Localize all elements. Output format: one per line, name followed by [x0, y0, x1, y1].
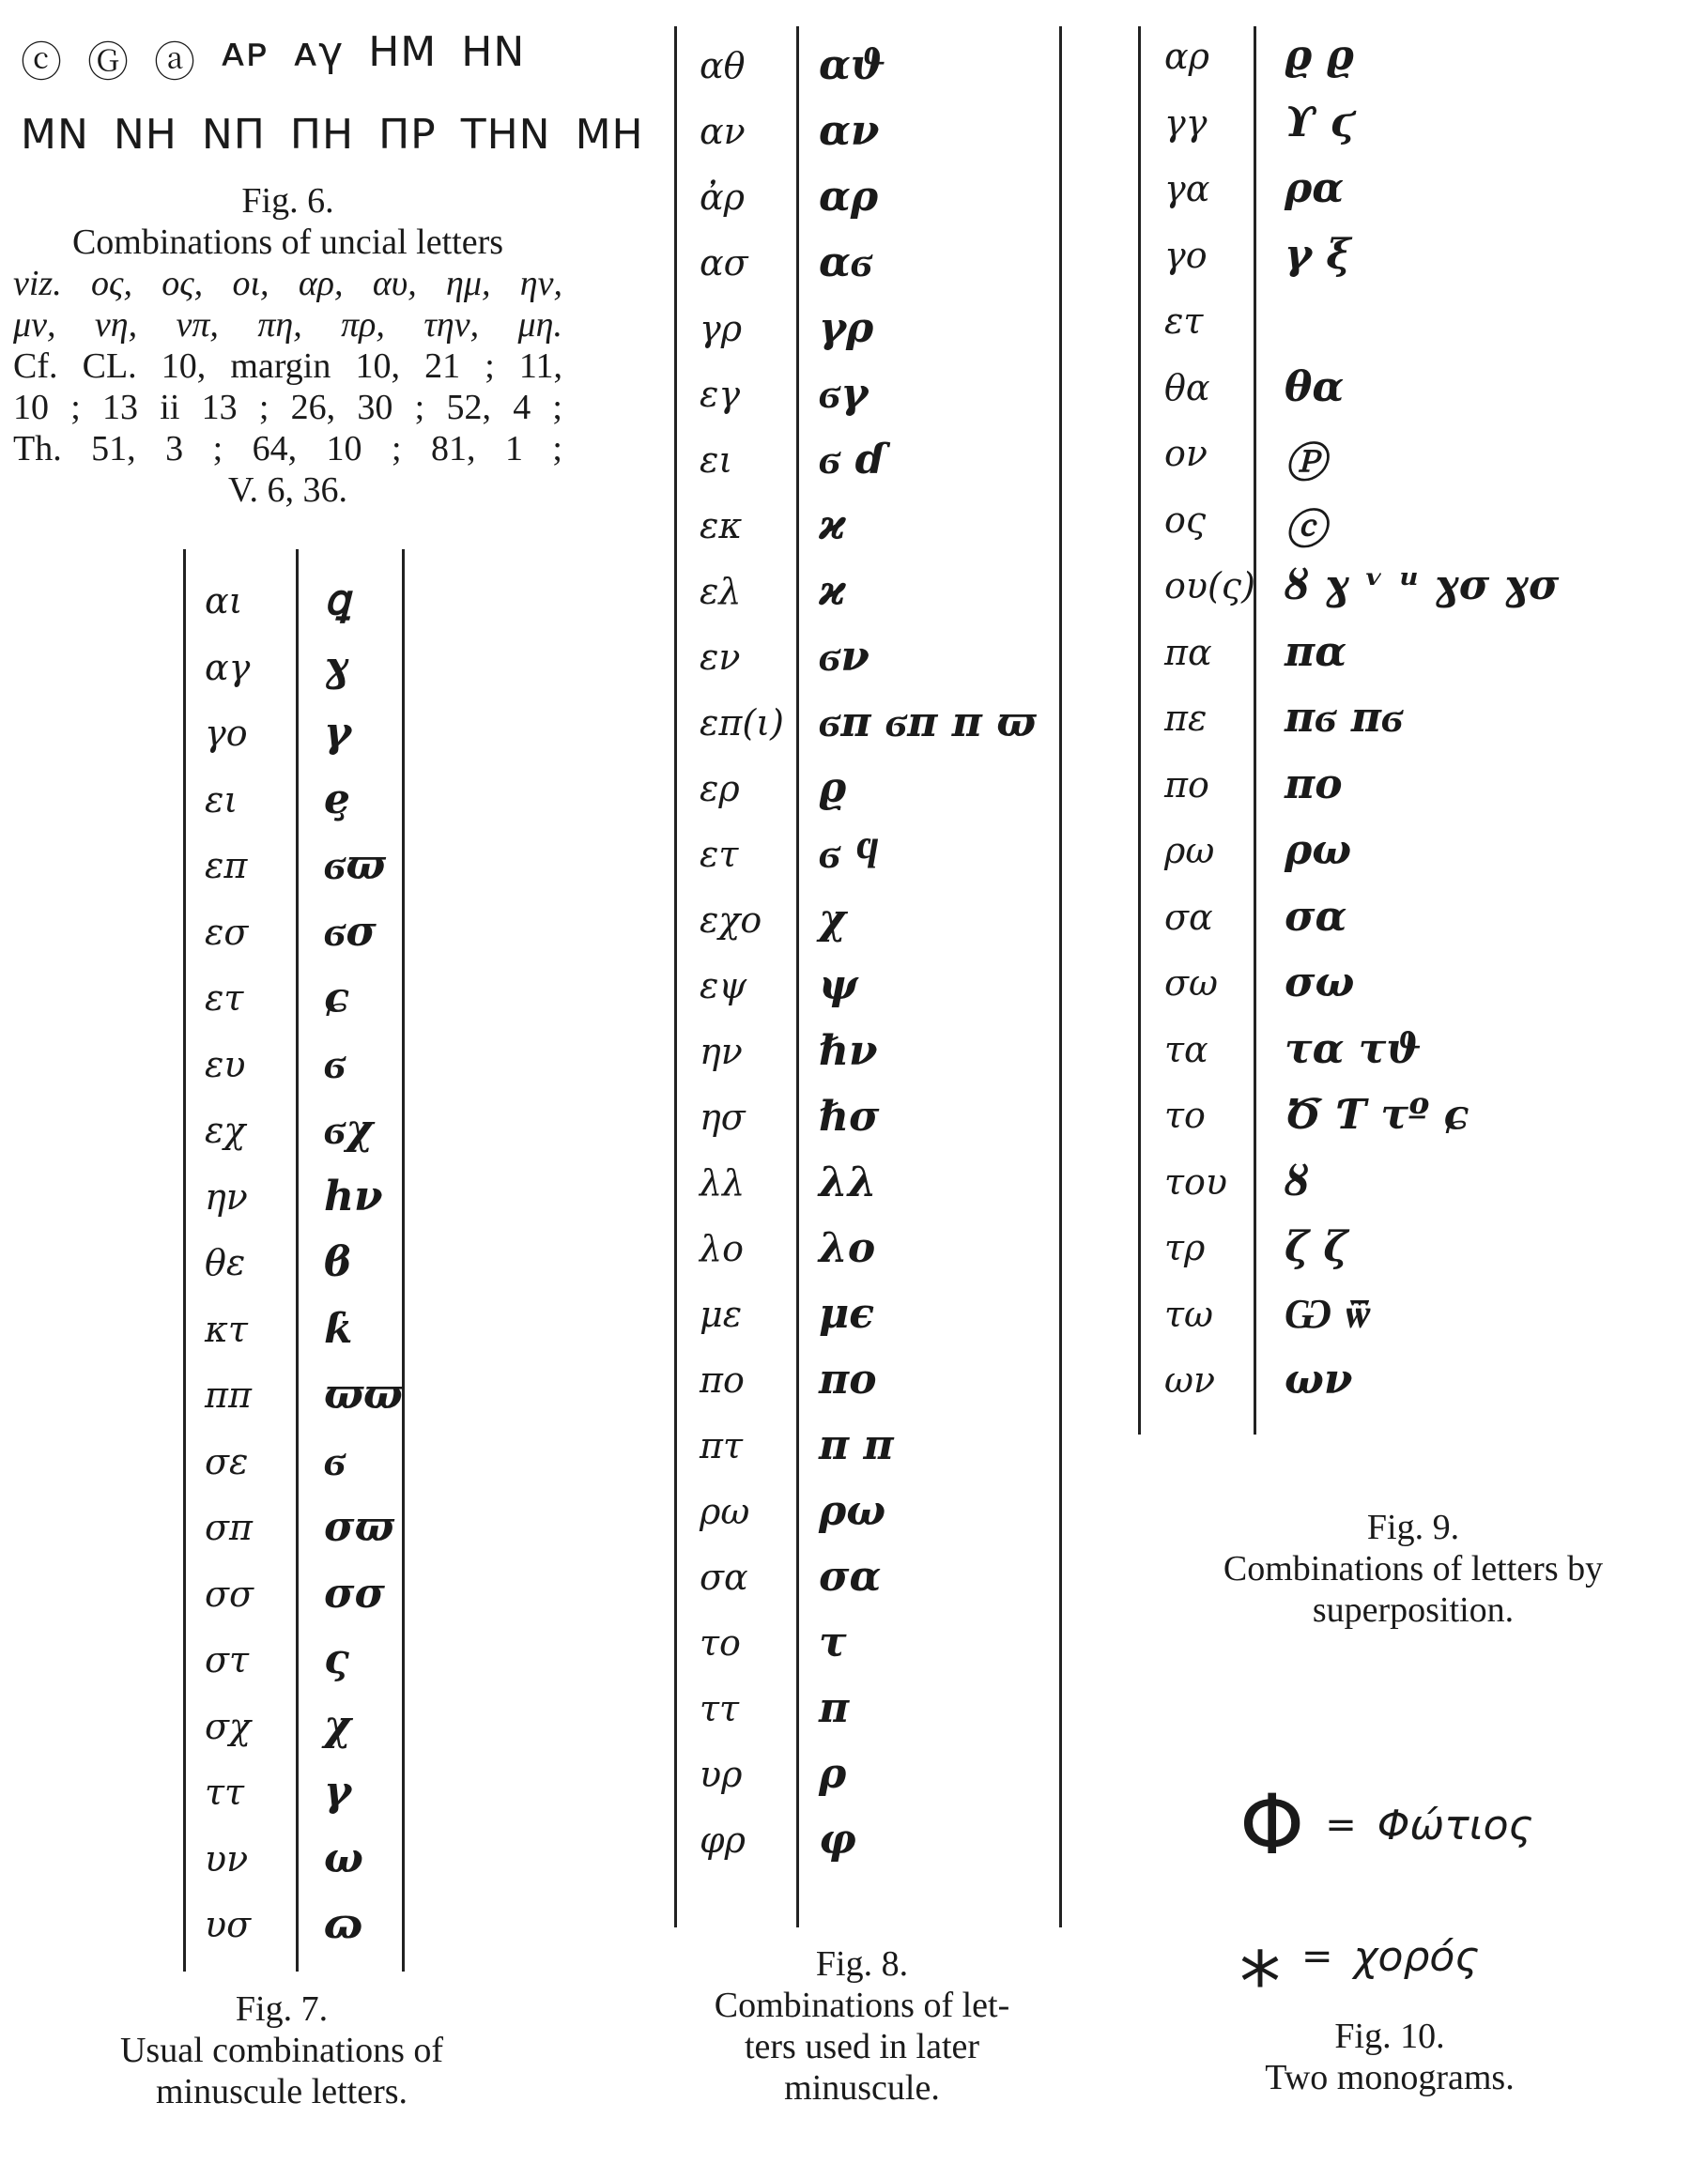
fig8-ligature-form: ℏν: [819, 1027, 878, 1075]
fig8-letter-pair: αν: [700, 111, 746, 152]
fig8-ligature-form: λο: [819, 1224, 876, 1272]
fig8-ligature-form: σα: [819, 1553, 882, 1601]
fig9-caption-line: Combinations of letters by: [1223, 1549, 1604, 1588]
fig7-ligature-form: ƙ: [324, 1304, 353, 1353]
fig8-label: Fig. 8.: [815, 1944, 909, 1984]
monogram-photios: [1239, 1776, 1533, 1873]
fig8-ligature-form: ϰ: [819, 567, 846, 615]
fig8-ligature-form: ρ: [819, 1750, 847, 1798]
fig6-caption-line: Th. 51, 3 ; 64, 10 ; 81, 1 ;: [13, 429, 562, 468]
fig8-letter-pair: εγ: [700, 374, 741, 415]
fig9-ligature-form: Ѡ ѿ: [1285, 1289, 1370, 1338]
fig8-ligature-form: αϭ: [819, 238, 873, 286]
fig8-ligature-form: αν: [819, 107, 880, 155]
fig8-ligature-form: τ: [819, 1619, 847, 1666]
fig8-letter-pair: πτ: [700, 1425, 743, 1466]
fig7-letter-pair: γο: [205, 713, 248, 754]
fig8-ligature-form: ψ: [819, 961, 858, 1009]
fig9-caption-line: superposition.: [1312, 1590, 1515, 1630]
fig9-ligature-form: ϱ ϱ: [1285, 32, 1354, 80]
fig8-ligature-form: ϱ: [819, 764, 847, 812]
fig9-letter-pair: ος: [1164, 499, 1207, 541]
uncial-combination-glyph: ΠΡ: [378, 111, 437, 159]
fig9-ligature-form: πα: [1285, 627, 1347, 676]
uncial-combination-glyph: ΝΠ: [201, 111, 266, 159]
fig8-ligature-form: ϭ ϥ: [819, 830, 879, 878]
fig7-caption: [56, 1988, 507, 2112]
fig8-ligature-form: ϰ: [819, 501, 846, 549]
uncial-combination-glyph: ᴀγ: [293, 28, 345, 76]
fig8-ligature-form: ϭπ ϭπ π ϖ: [819, 698, 1037, 746]
fig8-ligature-form: ℏσ: [819, 1093, 880, 1141]
fig7-letter-pair: εσ: [205, 911, 249, 953]
fig9-ligature-form: ρω: [1285, 826, 1352, 874]
fig7-ligature-form: ϭ: [324, 1436, 346, 1485]
fig7-letter-pair: αγ: [205, 646, 251, 688]
fig8-letter-pair: λλ: [700, 1162, 746, 1204]
fig9-letter-pair: σα: [1164, 896, 1213, 938]
equals-sign: =: [1325, 1803, 1357, 1847]
fig9-rule: [1254, 26, 1256, 1435]
fig8-ligature-form: αρ: [819, 173, 879, 221]
fig9-letter-pair: ων: [1164, 1359, 1216, 1401]
fig9-letter-pair: τω: [1164, 1293, 1214, 1335]
fig7-letter-pair: αι: [205, 580, 243, 622]
fig8-letter-pair: ησ: [700, 1097, 746, 1138]
fig8-letter-pair: εκ: [700, 505, 743, 546]
fig8-rule: [674, 26, 677, 1927]
fig9-ligature-form: σα: [1285, 892, 1347, 941]
fig7-letter-pair: ην: [205, 1175, 248, 1218]
uncial-combination-glyph: ⓒ: [21, 38, 63, 86]
fig9-ligature-form: ȣ ɣ ᵛ ᵘ ɣσ ɣσ: [1285, 561, 1560, 609]
fig7-caption-line: minuscule letters.: [155, 2072, 408, 2111]
fig8-letter-pair: φρ: [700, 1819, 746, 1861]
fig8-letter-pair: εχο: [700, 899, 762, 941]
fig7-ligature-form: ɕ: [324, 974, 349, 1021]
fig9-letter-pair: το: [1164, 1095, 1206, 1136]
fig9-ligature-form: ⓒ: [1285, 505, 1326, 554]
fig9-letter-pair: τρ: [1164, 1227, 1206, 1268]
fig8-letter-pair: εψ: [700, 965, 747, 1006]
fig8-letter-pair: σα: [700, 1557, 748, 1598]
fig7-letter-pair: υν: [205, 1837, 249, 1880]
fig7-ligature-form: ϭ: [324, 1039, 346, 1088]
fig8-letter-pair: ρω: [700, 1491, 750, 1532]
phi-monogram-icon: Φ: [1239, 1776, 1305, 1873]
uncial-combination-glyph: ΝΗ: [113, 111, 177, 159]
fig7-ligature-form: ꝗ: [324, 576, 350, 624]
fig8-letter-pair: αθ: [700, 45, 746, 86]
fig8-ligature-form: χ: [819, 896, 846, 944]
fig7-ligature-form: σϖ: [324, 1503, 394, 1551]
fig8-ligature-form: μϵ: [819, 1290, 874, 1338]
fig7-ligature-form: γ: [324, 709, 352, 757]
fig7-letter-pair: ευ: [205, 1043, 246, 1085]
fig8-letter-pair: ει: [700, 439, 733, 481]
fig8-letter-pair: το: [700, 1622, 741, 1664]
uncial-combination-glyph: ΜΝ: [21, 111, 89, 159]
fig7-ligature-form: ϖϖ: [324, 1371, 403, 1419]
fig8-ligature-form: λλ: [819, 1159, 877, 1206]
fig8-letter-pair: λο: [700, 1228, 744, 1269]
fig7-letter-pair: επ: [205, 845, 248, 886]
fig8-ligature-form: φ: [819, 1816, 856, 1864]
fig7-letter-pair: σπ: [205, 1507, 253, 1548]
fig7-ligature-form: ϭσ: [324, 907, 377, 956]
fig8-letter-pair: ελ: [700, 571, 742, 612]
fig8-rule: [1059, 26, 1062, 1927]
fig7-ligature-form: χ: [324, 1701, 351, 1750]
fig7-ligature-form: ϭχ: [324, 1106, 374, 1154]
fig9-ligature-form: Ⓟ: [1285, 439, 1326, 487]
fig6-uncial-row-1: [21, 28, 556, 88]
fig7-ligature-form: ω: [324, 1834, 363, 1882]
fig10-caption-line: Two monograms.: [1265, 2058, 1515, 2097]
fig8-ligature-form: ϭ ɗ: [819, 436, 885, 483]
fig7-letter-pair: κτ: [205, 1308, 248, 1350]
fig9-letter-pair: αρ: [1164, 36, 1210, 77]
fig8-ligature-form: αϑ: [819, 41, 886, 89]
fig8-ligature-form: ρω: [819, 1487, 886, 1535]
fig8-caption-line: Combinations of let-: [714, 1986, 1010, 2025]
fig8-letter-pair: επ(ι): [700, 702, 784, 744]
fig9-ligature-form: πο: [1285, 760, 1343, 808]
fig6-caption-line: Combinations of uncial letters: [71, 223, 504, 262]
fig6-caption: [13, 180, 562, 511]
fig9-ligature-form: σω: [1285, 959, 1355, 1006]
fig8-letter-pair: ετ: [700, 834, 739, 875]
fig10-caption: [1211, 2016, 1568, 2098]
fig8-letter-pair: ττ: [700, 1688, 740, 1729]
fig8-letter-pair: ασ: [700, 242, 748, 284]
fig7-rule: [296, 549, 299, 1972]
fig8-caption: [674, 1943, 1050, 2109]
fig7-caption-line: Usual combinations of: [119, 2031, 444, 2070]
fig9-ligature-form: ρα: [1285, 164, 1345, 212]
fig7-ligature-form: ȩ: [324, 775, 350, 823]
fig9-letter-pair: θα: [1164, 366, 1210, 408]
fig9-letter-pair: γα: [1164, 168, 1210, 209]
fig7-letter-pair: ει: [205, 778, 239, 821]
fig7-ligature-form: ɷ: [324, 1900, 363, 1948]
fig7-letter-pair: στ: [205, 1639, 249, 1681]
fig7-letter-pair: ετ: [205, 977, 244, 1019]
fig9-letter-pair: πο: [1164, 763, 1209, 806]
fig9-ligature-form: ȣ: [1285, 1157, 1311, 1205]
fig9-letter-pair: ετ: [1164, 300, 1204, 342]
fig7-label: Fig. 7.: [235, 1989, 329, 2029]
fig8-ligature-form: ϭν: [819, 633, 869, 681]
fig8-rule: [796, 26, 799, 1927]
fig6-caption-line: μν, νη, νπ, πη, πρ, την, μη.: [13, 305, 562, 345]
fig8-ligature-form: π π: [819, 1421, 894, 1469]
fig9-letter-pair: γο: [1164, 234, 1208, 276]
fig9-ligature-form: θα: [1285, 362, 1345, 411]
fig8-letter-pair: με: [700, 1294, 743, 1335]
fig9-rule: [1138, 26, 1141, 1435]
fig9-letter-pair: πε: [1164, 698, 1208, 739]
uncial-combination-glyph: ΗΝ: [461, 28, 526, 76]
fig7-ligature-form: σσ: [324, 1569, 385, 1618]
fig7-ligature-form: ϭϖ: [324, 841, 386, 889]
fig9-letter-pair: σω: [1164, 962, 1218, 1004]
fig9-ligature-form: ϒ ϛ: [1285, 98, 1356, 146]
fig8-caption-line: minuscule.: [784, 2068, 940, 2108]
fig8-letter-pair: πο: [700, 1359, 745, 1401]
fig6-caption-line: V. 6, 36.: [227, 470, 348, 510]
fig9-letter-pair: ρω: [1164, 830, 1215, 871]
fig6-uncial-row-2: [21, 111, 644, 159]
fig7-ligature-form: hν: [324, 1172, 383, 1220]
fig8-letter-pair: ἀρ: [700, 176, 746, 218]
uncial-combination-glyph: ΤΗΝ: [460, 111, 551, 159]
fig8-letter-pair: ην: [700, 1031, 743, 1072]
fig8-ligature-form: πο: [819, 1356, 877, 1404]
monogram-word: χορός: [1353, 1932, 1480, 1981]
fig6-caption-line: Cf. CL. 10, margin 10, 21 ; 11,: [13, 346, 562, 386]
fig9-letter-pair: τα: [1164, 1028, 1208, 1070]
fig7-rule: [402, 549, 405, 1972]
fig7-letter-pair: υσ: [205, 1904, 252, 1945]
uncial-combination-glyph: ᴀᴩ: [221, 28, 269, 76]
fig7-ligature-form: ɣ: [324, 642, 349, 691]
fig9-letter-pair: πα: [1164, 631, 1212, 673]
fig8-ligature-form: γρ: [819, 304, 874, 352]
fig10-label: Fig. 10.: [1334, 2017, 1445, 2056]
fig9-letter-pair: ου(ς): [1164, 565, 1255, 606]
fig8-letter-pair: εν: [700, 637, 741, 678]
fig9-letter-pair: ον: [1164, 433, 1208, 474]
fig7-rule: [183, 549, 186, 1972]
fig7-letter-pair: θε: [205, 1242, 246, 1283]
fig9-ligature-form: πϭ πϭ: [1285, 694, 1404, 742]
fig9-caption: [1146, 1507, 1681, 1631]
fig6-caption-line: 10 ; 13 ii 13 ; 26, 30 ; 52, 4 ;: [13, 388, 562, 427]
fig7-letter-pair: σε: [205, 1440, 249, 1482]
uncial-combination-glyph: ΜΗ: [575, 111, 644, 159]
fig6-caption-line: viz. ος, ος, οι, αρ, αυ, ημ, ην,: [13, 264, 562, 303]
fig8-ligature-form: ϭγ: [819, 370, 869, 418]
monogram-word: Φώτιος: [1377, 1801, 1533, 1849]
chi-rho-monogram-icon: ⁎: [1239, 1908, 1281, 2004]
fig9-ligature-form: τα τϑ: [1285, 1024, 1422, 1073]
uncial-combination-glyph: ΠΗ: [289, 111, 355, 159]
fig7-letter-pair: ττ: [205, 1772, 245, 1813]
fig8-ligature-form: π: [819, 1684, 850, 1732]
equals-sign: =: [1301, 1935, 1333, 1978]
monogram-choros: [1239, 1908, 1480, 2004]
uncial-combination-glyph: Ⓖ: [87, 38, 130, 86]
fig7-ligature-form: γ: [324, 1768, 352, 1816]
fig9-ligature-form: ων: [1285, 1356, 1353, 1404]
uncial-combination-glyph: ΗΜ: [368, 28, 438, 76]
fig7-ligature-form: ϐ: [324, 1238, 352, 1286]
fig7-letter-pair: σσ: [205, 1573, 254, 1615]
fig9-ligature-form: γ ξ: [1285, 230, 1351, 279]
fig9-ligature-form: ζ ζ: [1285, 1223, 1348, 1271]
fig7-letter-pair: σχ: [205, 1705, 251, 1747]
uncial-combination-glyph: ⓐ: [154, 38, 196, 86]
fig9-ligature-form: Ծ Ƭ τº ɕ: [1285, 1091, 1469, 1139]
fig8-caption-line: ters used in later: [744, 2027, 980, 2066]
fig6-label: Fig. 6.: [241, 181, 334, 221]
fig8-letter-pair: ερ: [700, 768, 740, 809]
fig9-label: Fig. 9.: [1366, 1508, 1460, 1547]
fig9-letter-pair: του: [1164, 1160, 1228, 1203]
fig7-ligature-form: ς: [324, 1635, 349, 1683]
fig7-letter-pair: ππ: [205, 1374, 252, 1416]
fig7-letter-pair: εχ: [205, 1110, 246, 1151]
fig9-letter-pair: γγ: [1164, 101, 1208, 144]
fig8-letter-pair: γρ: [700, 308, 743, 349]
fig8-letter-pair: υρ: [700, 1754, 743, 1795]
